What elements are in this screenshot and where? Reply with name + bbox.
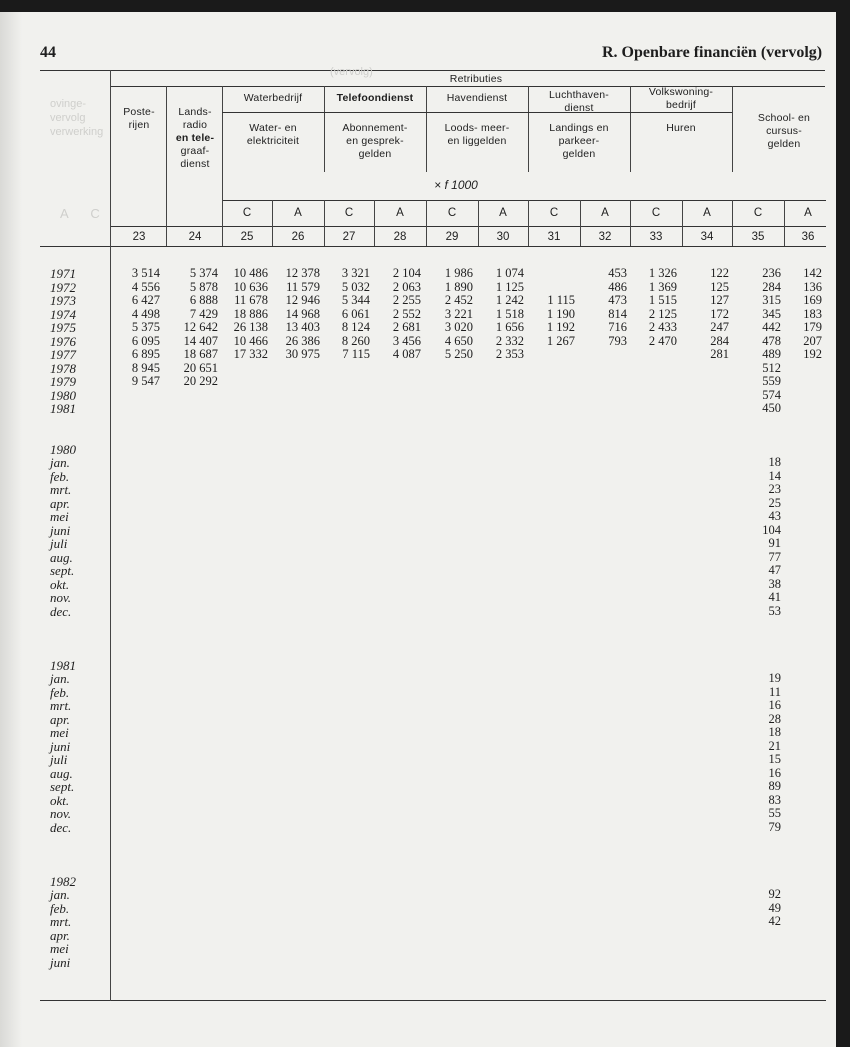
table-cell: 281 [710,347,729,361]
group-sub-rule [222,112,732,113]
ca-label: A [396,207,404,219]
header-havendienst: Havendienst [446,92,508,104]
table-cell: 6 427 [131,293,160,307]
column-number: 34 [700,231,714,243]
row-label: apr. [50,927,70,943]
column-number: 36 [801,231,815,243]
ca-label: A [703,207,711,219]
column-number: 29 [445,231,459,243]
row-label: 1976 [50,333,76,349]
table-cell: 20 651 [183,360,218,375]
table-cell: 1 326 [648,266,677,280]
header-volkswoningbedrijf: Volkswoning- bedrijf [648,86,714,111]
table-cell: 10 636 [233,279,268,294]
table-cell: 1 125 [495,279,524,294]
table-cell: 38 [768,576,781,591]
table-cell: 20 292 [183,374,218,388]
stub-column-rule [110,70,111,1001]
table-cell: 1 074 [495,266,524,280]
row-label: 1974 [50,306,76,322]
row-label: 1975 [50,320,76,335]
table-cell: 1 115 [547,293,575,307]
table-cell: 2 104 [392,266,421,280]
col-divider [732,86,733,172]
row-label: 1981 [50,657,76,673]
header-huren: Huren [666,122,696,134]
table-cell: 53 [768,603,781,618]
row-label: feb. [50,900,70,916]
table-cell: 18 [768,725,781,739]
table-cell: 47 [768,563,781,577]
row-label: 1980 [50,387,76,403]
table-cell: 6 895 [131,347,160,361]
table-cell: 14 407 [183,333,218,348]
table-cell: 15 [768,752,781,766]
table-cell: 172 [710,306,729,321]
table-cell: 315 [762,293,781,307]
table-cell: 559 [762,374,781,388]
table-cell: 8 260 [341,333,370,348]
row-label: juni [50,522,71,538]
page-paper [0,12,836,1047]
table-cell: 486 [608,279,627,294]
table-cell: 16 [768,765,781,780]
table-cell: 122 [710,266,729,280]
row-label: jan. [50,887,70,902]
table-cell: 1 242 [495,293,524,307]
table-cell: 55 [768,806,781,820]
header-luchthavendienst: Luchthaven- dienst [549,89,609,114]
row-label: dec. [50,819,72,835]
table-cell: 179 [803,320,822,334]
table-cell: 1 267 [546,333,575,348]
table-cell: 284 [762,279,781,294]
ca-label: C [753,207,763,219]
table-cell: 3 456 [392,333,421,348]
table-cell: 2 332 [495,333,524,348]
table-cell: 7 115 [342,347,370,361]
column-number: 24 [188,231,202,243]
retributies-label: Retributies [449,73,503,85]
table-cell: 42 [768,914,781,928]
table-cell: 4 498 [131,306,160,321]
ca-label: A [499,207,507,219]
row-label: 1972 [50,279,76,295]
table-cell: 4 650 [444,333,473,348]
row-label: jan. [50,671,70,686]
table-cell: 8 945 [131,360,160,375]
table-cell: 26 386 [285,333,320,348]
table-cell: 1 986 [444,266,473,280]
row-label: mei [50,509,69,524]
table-cell: 489 [762,347,781,361]
table-cell: 142 [803,266,822,280]
table-cell: 2 552 [392,306,421,321]
table-cell: 77 [768,549,781,564]
column-number: 23 [132,231,146,243]
table-cell: 169 [803,293,822,307]
table-cell: 8 124 [341,320,370,334]
row-label: juni [50,738,71,754]
ca-label: C [242,207,252,219]
table-cell: 5 032 [341,279,370,294]
table-cell: 345 [762,306,781,321]
row-label: mei [50,941,69,956]
table-cell: 5 374 [189,266,218,280]
row-label: sept. [50,779,75,794]
header-landsradio: Lands- radio en tele- graaf- dienst [175,106,215,170]
ca-label: A [601,207,609,219]
show-through-text: verwerking [50,126,104,138]
row-label: feb. [50,468,70,484]
table-cell: 793 [608,333,627,348]
table-cell: 18 [768,455,781,469]
colnum-top-rule [110,226,826,227]
table-cell: 12 946 [285,293,320,307]
table-cell: 2 433 [648,320,677,334]
table-cell: 12 378 [285,266,320,280]
table-cell: 18 886 [233,306,268,321]
col-divider [166,86,167,246]
table-cell: 3 514 [131,266,160,280]
table-cell: 512 [762,360,781,375]
row-label: 1981 [50,401,76,416]
column-number: 32 [598,231,612,243]
table-cell: 478 [762,333,781,348]
ca-label: C [344,207,354,219]
row-label: okt. [50,576,70,592]
table-cell: 2 452 [444,293,473,307]
table-cell: 1 190 [546,306,575,321]
header-loodsgelden: Loods- meer- en liggelden [444,122,510,147]
row-label: nov. [50,590,72,605]
table-cell: 3 321 [341,266,370,280]
column-number: 30 [496,231,510,243]
row-label: 1978 [50,360,76,376]
table-cell: 17 332 [233,347,268,361]
table-cell: 14 968 [285,306,320,321]
table-cell: 3 221 [444,306,473,321]
table-cell: 247 [710,320,729,334]
header-bottom-rule [40,246,826,247]
table-cell: 183 [803,306,822,321]
table-cell: 79 [768,819,781,834]
table-cell: 14 [768,468,781,483]
row-label: mei [50,725,69,740]
table-cell: 453 [608,266,627,280]
table-cell: 1 518 [495,306,524,321]
show-through-text: ovinge- [50,98,87,110]
table-cell: 5 250 [444,347,473,361]
table-cell: 1 515 [648,293,677,307]
table-cell: 5 375 [131,320,160,334]
column-number: 27 [342,231,356,243]
table-cell: 4 087 [392,347,421,361]
table-cell: 41 [768,590,781,604]
column-number: 35 [751,231,765,243]
row-label: juli [50,536,68,551]
row-label: 1980 [50,441,76,457]
ca-label: A [804,207,812,219]
table-cell: 9 547 [131,374,160,388]
table-cell: 11 [768,684,781,699]
row-label: juni [50,954,71,970]
table-cell: 23 [768,482,781,496]
table-cell: 2 255 [392,293,421,307]
row-label: juli [50,752,68,767]
table-cell: 6 095 [131,333,160,348]
col-divider [222,86,223,246]
header-telefoondienst: Telefoondienst [336,92,414,104]
table-cell: 192 [803,347,822,361]
table-cell: 43 [768,509,781,523]
table-bottom-rule [40,1000,826,1001]
row-label: aug. [50,549,73,565]
table-cell: 104 [762,522,781,537]
ca-label: A [294,207,302,219]
row-label: mrt. [50,698,72,713]
column-number: 28 [393,231,407,243]
table-cell: 1 192 [546,320,575,334]
column-number: 33 [649,231,663,243]
table-cell: 30 975 [285,347,320,361]
row-label: jan. [50,455,70,470]
row-label: mrt. [50,482,72,497]
column-number: 31 [547,231,561,243]
row-label: mrt. [50,914,72,929]
header-schoolgelden: School- en cursus- gelden [757,112,811,150]
header-postierijen: Poste- rijen [123,106,155,131]
table-cell: 136 [803,279,822,294]
row-label: 1971 [50,266,76,281]
table-cell: 25 [768,495,781,510]
row-label: apr. [50,711,70,727]
row-label: okt. [50,792,70,808]
table-cell: 19 [768,671,781,685]
table-cell: 7 429 [189,306,218,321]
row-label: dec. [50,603,72,619]
show-through-text: A C [60,206,100,221]
table-cell: 10 466 [233,333,268,348]
table-cell: 2 470 [648,333,677,348]
header-landingsgelden: Landings en parkeer- gelden [549,122,609,160]
table-cell: 574 [762,387,781,402]
ca-label: C [549,207,559,219]
table-cell: 16 [768,698,781,712]
row-label: apr. [50,495,70,511]
show-through-text: vervolg [50,112,86,124]
table-cell: 89 [768,779,781,793]
row-label: feb. [50,684,70,700]
row-label: 1977 [50,347,76,362]
table-cell: 127 [710,293,729,307]
row-label: nov. [50,806,72,821]
table-cell: 10 486 [233,266,268,280]
table-cell: 6 061 [341,306,370,321]
ca-label: C [651,207,661,219]
table-cell: 4 556 [131,279,160,294]
table-cell: 18 687 [183,347,218,361]
table-cell: 442 [762,320,781,334]
row-label: 1973 [50,293,76,308]
table-cell: 450 [762,401,781,415]
row-label: sept. [50,563,75,578]
table-cell: 814 [608,306,627,321]
table-cell: 11 579 [286,279,320,294]
table-cell: 1 890 [444,279,473,294]
table-cell: 236 [762,266,781,280]
table-cell: 26 138 [233,320,268,334]
row-label: 1982 [50,873,76,889]
column-number: 26 [291,231,305,243]
table-cell: 473 [608,293,627,307]
table-top-rule [40,70,825,71]
table-cell: 5 878 [189,279,218,294]
table-cell: 83 [768,792,781,807]
table-cell: 125 [710,279,729,294]
table-cell: 2 353 [495,347,524,361]
table-cell: 3 020 [444,320,473,334]
table-cell: 2 681 [392,320,421,334]
table-cell: 2 063 [392,279,421,294]
header-waterbedrijf: Waterbedrijf [243,92,303,104]
table-cell: 12 642 [183,320,218,334]
table-cell: 716 [608,320,627,334]
table-cell: 92 [768,887,781,901]
table-cell: 1 369 [648,279,677,294]
table-cell: 49 [768,900,781,915]
table-cell: 28 [768,711,781,726]
unit-label: × f 1000 [434,178,478,192]
table-cell: 207 [803,333,822,348]
table-cell: 13 403 [285,320,320,334]
show-through-text: (vervolg) [330,66,373,78]
table-cell: 91 [768,536,781,550]
row-label: 1979 [50,374,76,389]
table-cell: 11 678 [234,293,268,307]
table-cell: 21 [768,738,781,753]
table-cell: 2 125 [648,306,677,321]
table-cell: 1 656 [495,320,524,334]
page-number: 44 [40,44,56,61]
page-spine-shadow [0,12,22,1047]
ca-label: C [447,207,457,219]
section-title: R. Openbare financiën (vervolg) [602,44,823,61]
header-water-elektriciteit: Water- en elektriciteit [246,122,300,147]
column-number: 25 [240,231,254,243]
table-cell: 5 344 [341,293,370,307]
table-cell: 6 888 [189,293,218,307]
row-label: aug. [50,765,73,781]
ca-top-rule [222,200,826,201]
table-cell: 284 [710,333,729,348]
header-abonnement: Abonnement- en gesprek- gelden [342,122,408,160]
